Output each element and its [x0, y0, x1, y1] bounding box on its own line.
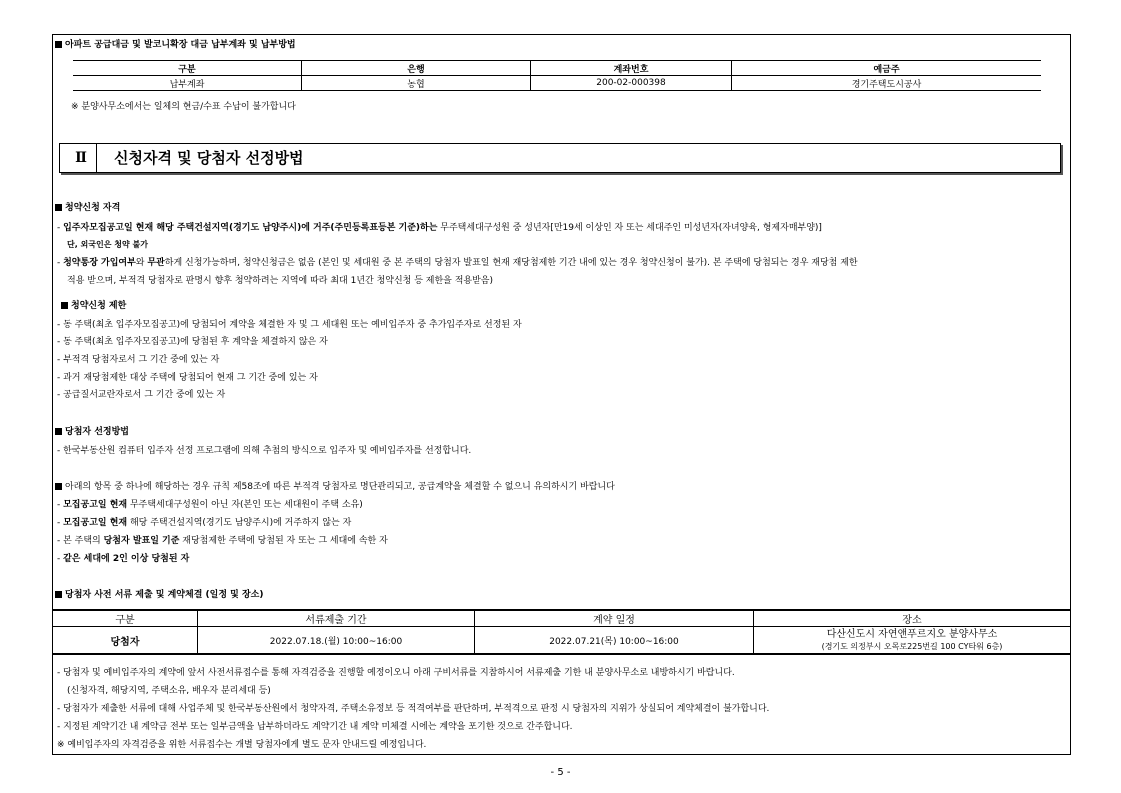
eligibility-line-1: - 입주자모집공고일 현재 해당 주택건설지역(경기도 남양주시)에 거주(주민등록표등본 기준)하는 무주택세대구성원 중 성년자[만19세 이상인 자 또는 세대주인 미성년자(자녀양육, 형제자매부양)] [57, 223, 822, 233]
square-bullet-icon [55, 41, 62, 48]
square-bullet-icon [55, 204, 62, 211]
note-line: - 지정된 계약기간 내 계약금 전부 또는 일부금액을 납부하더라도 계약기간 내 계약 미체결 시에는 계약을 포기한 것으로 간주합니다. [57, 722, 573, 732]
section-title: 신청자격 및 당첨자 선정방법 [114, 149, 304, 167]
selection-heading: 당첨자 선정방법 [55, 428, 129, 437]
place-name: 다산신도시 자연앤푸르지오 분양사무소 [826, 628, 998, 640]
eligibility-heading: 청약신청 자격 [55, 204, 120, 213]
page-number: - 5 - [550, 767, 571, 778]
list-item: - 같은 세대에 2인 이상 당첨된 자 [57, 554, 190, 564]
square-bullet-icon [55, 428, 62, 435]
cell: 200-02-000398 [531, 76, 732, 91]
section-number: Ⅱ [66, 144, 97, 172]
page-frame [52, 34, 1071, 755]
note-line: - 당첨자 및 예비입주자의 계약에 앞서 사전서류접수를 통해 자격검증을 진행할 예정이오니 아래 구비서류를 지참하시어 서류제출 기한 내 분양사무소로 내방하시기 바랍니다. [57, 668, 735, 678]
cell: 2022.07.21(목) 10:00~16:00 [475, 627, 754, 655]
eligibility-line-4: 적용 받으며, 부적격 당첨자로 판명시 향후 청약하려는 지역에 따라 최대 1년간 청약신청 등 제한을 적용받음) [67, 276, 493, 286]
note-line: (신청자격, 해당지역, 주택소유, 배우자 분리세대 등) [67, 686, 271, 696]
square-bullet-icon [55, 483, 62, 490]
col-header: 예금주 [732, 61, 1042, 76]
schedule-table [53, 609, 1070, 655]
schedule-heading: 당첨자 사전 서류 제출 및 계약체결 (일정 및 장소) [55, 591, 263, 600]
list-item: - 모집공고일 현재 무주택세대구성원이 아닌 자(본인 또는 세대원이 주택 소유) [57, 500, 363, 510]
square-bullet-icon [55, 591, 62, 598]
table-row [53, 627, 1070, 655]
list-item: - 동 주택(최초 입주자모집공고)에 당첨되어 계약을 체결한 자 및 그 세대원 또는 예비입주자 중 추가입주자로 선정된 자 [57, 320, 522, 330]
ineligible-heading: 아래의 항목 중 하나에 해당하는 경우 규칙 제58조에 따른 부적격 당첨자로 명단관리되고, 공급계약을 체결할 수 없으니 유의하시기 바랍니다 [55, 483, 615, 492]
list-item: - 본 주택의 당첨자 발표일 기준 재당첨제한 주택에 당첨된 자 또는 그 세대에 속한 자 [57, 536, 388, 546]
col-header: 구분 [53, 610, 198, 627]
col-header: 계좌번호 [531, 61, 732, 76]
list-item: - 과거 재당첨제한 대상 주택에 당첨되어 현재 그 기간 중에 있는 자 [57, 373, 318, 383]
list-item: - 동 주택(최초 입주자모집공고)에 당첨된 후 계약을 체결하지 않은 자 [57, 337, 328, 347]
payment-note: ※ 분양사무소에서는 일체의 현금/수표 수납이 불가합니다 [71, 102, 296, 112]
eligibility-line-3: - 청약통장 가입여부와 무관하게 신청가능하며, 청약신청금은 없음 (본인 및 세대원 중 본 주택의 당첨자 발표일 현재 재당첨제한 기간 내에 있는 경우 청약신청이 불가). 본 주택에 당첨되는 경우 재당첨 제한 [57, 258, 858, 268]
col-header: 구분 [73, 61, 302, 76]
list-item: - 공급질서교란자로서 그 기간 중에 있는 자 [57, 390, 226, 400]
list-item: - 부적격 당첨자로서 그 기간 중에 있는 자 [57, 355, 220, 365]
place-cell [754, 627, 1071, 655]
list-item: - 모집공고일 현재 해당 주택건설지역(경기도 남양주시)에 거주하지 않는 자 [57, 518, 352, 528]
col-header: 서류제출 기간 [198, 610, 475, 627]
cell: 농협 [302, 76, 531, 91]
cell: 2022.07.18.(월) 10:00~16:00 [198, 627, 475, 655]
cell: 당첨자 [53, 627, 198, 655]
note-line: - 당첨자가 제출한 서류에 대해 사업주체 및 한국부동산원에서 청약자격, 주택소유정보 등 적격여부를 판단하며, 부적격으로 판정 시 당첨자의 지위가 상실되어 계약체결이 불가합니다. [57, 704, 770, 714]
selection-text: - 한국부동산원 컴퓨터 입주자 선정 프로그램에 의해 추첨의 방식으로 입주자 및 예비입주자를 선정합니다. [57, 446, 472, 456]
table-row [73, 76, 1041, 91]
place-address: (경기도 의정부시 오목로225번길 100 CY타워 6층) [821, 641, 1003, 651]
cell: 경기주택도시공사 [732, 76, 1042, 91]
payment-heading: 아파트 공급대금 및 발코니확장 대금 납부계좌 및 납부방법 [55, 41, 296, 50]
section-heading [59, 143, 1061, 173]
col-header: 은행 [302, 61, 531, 76]
square-bullet-icon [61, 302, 68, 309]
col-header: 계약 일정 [475, 610, 754, 627]
eligibility-line-2: 단, 외국인은 청약 불가 [67, 240, 148, 249]
cell: 납부계좌 [73, 76, 302, 91]
payment-table [73, 60, 1041, 91]
restriction-heading: 청약신청 제한 [61, 302, 126, 311]
note-line: ※ 예비입주자의 자격검증을 위한 서류접수는 개별 당첨자에게 별도 문자 안내드릴 예정입니다. [57, 740, 427, 750]
col-header: 장소 [754, 610, 1071, 627]
